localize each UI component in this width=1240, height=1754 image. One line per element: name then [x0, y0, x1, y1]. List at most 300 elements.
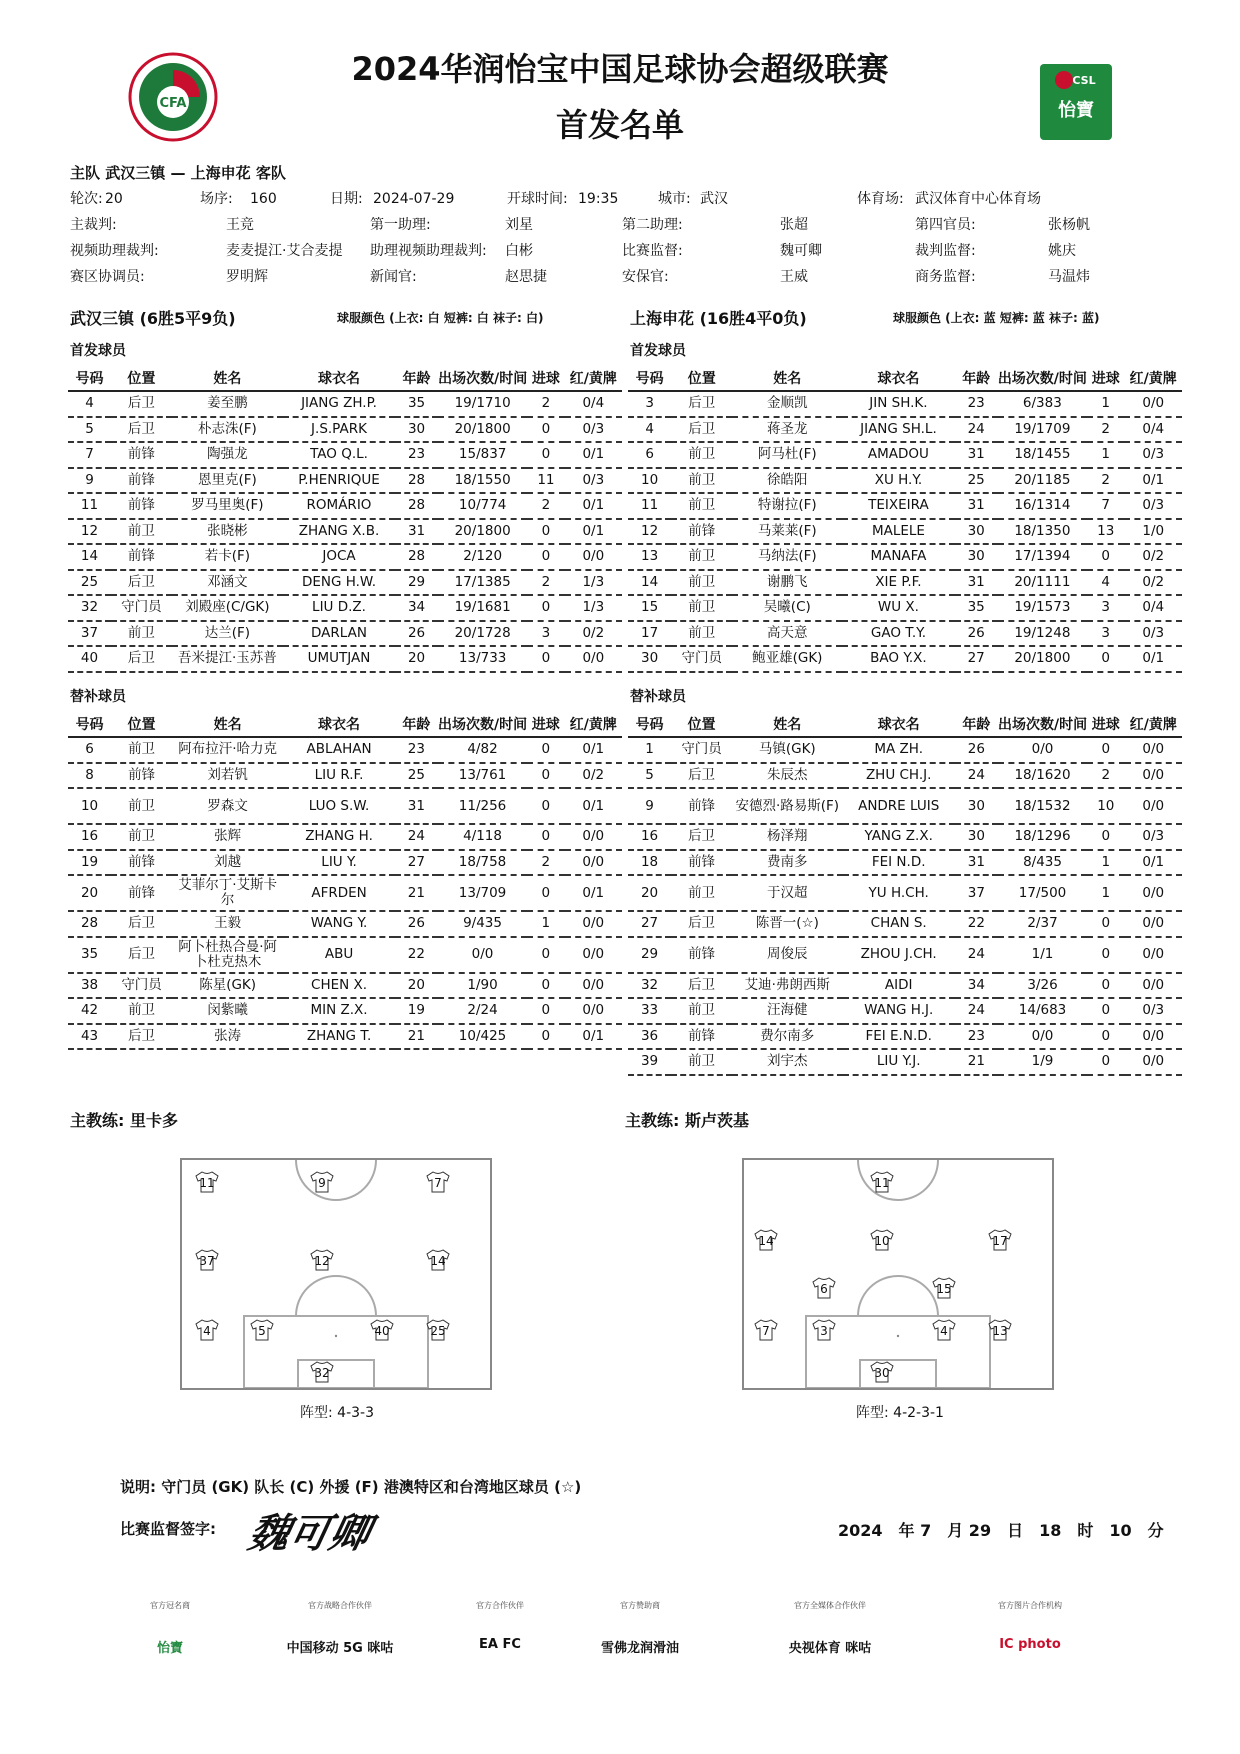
- table-cell: 阿卜杜热合曼·阿卜杜克热木: [172, 937, 283, 973]
- table-cell: 后卫: [671, 417, 732, 443]
- table-cell: 13/761: [438, 763, 527, 789]
- table-row: [628, 417, 1182, 443]
- player-number: 14: [758, 1234, 774, 1248]
- table-cell: 艾菲尔丁·艾斯卡尔: [172, 875, 283, 911]
- sponsor-name: 中国移动 5G 咪咕: [286, 1641, 394, 1656]
- table-cell: 0/2: [1124, 544, 1182, 570]
- away-pitch-lines: [744, 1160, 1052, 1388]
- legend-note: 说明: 守门员 (GK) 队长 (C) 外援 (F) 港澳特区和台湾地区球员 (☆): [120, 1478, 582, 1496]
- away-formation: 阵型: 4-2-3-1: [856, 1405, 944, 1421]
- player-shirt-icon: [250, 1319, 274, 1341]
- player-number: 11: [199, 1176, 215, 1190]
- table-cell: 39: [628, 1049, 671, 1075]
- table-cell: 6: [628, 442, 671, 468]
- column-header: 姓名: [732, 366, 842, 391]
- table-cell: 12: [628, 519, 671, 545]
- table-cell: JIANG SH.L.: [842, 417, 954, 443]
- table-row: [68, 519, 622, 545]
- table-cell: TEIXEIRA: [842, 493, 954, 519]
- table-cell: 0/0: [565, 646, 622, 672]
- away-starters-label: 首发球员: [630, 343, 686, 359]
- table-row: [628, 763, 1182, 789]
- table-cell: DARLAN: [283, 621, 395, 647]
- table-cell: 阿布拉汗·哈力克: [172, 737, 283, 763]
- table-cell: 姜至鹏: [172, 391, 283, 417]
- match-line: 主队 武汉三镇 — 上海申花 客队: [70, 164, 286, 182]
- table-cell: FEI N.D.: [843, 850, 955, 876]
- table-cell: LUO S.W.: [283, 788, 395, 824]
- table-cell: 30: [955, 824, 998, 850]
- table-cell: 18/1550: [438, 468, 527, 494]
- table-cell: 3: [1087, 595, 1125, 621]
- table-cell: 35: [955, 595, 998, 621]
- table-cell: MIN Z.X.: [283, 998, 395, 1024]
- away-subs-label: 替补球员: [630, 689, 686, 705]
- supervisor-signature: 魏可卿: [244, 1510, 375, 1557]
- table-cell: 31: [955, 442, 998, 468]
- table-cell: 19: [395, 998, 438, 1024]
- official-label: 比赛监督:: [622, 243, 683, 259]
- table-cell: 11: [628, 493, 671, 519]
- table-cell: 31: [955, 570, 998, 596]
- table-cell: 8: [68, 763, 111, 789]
- table-cell: 0/3: [1125, 998, 1182, 1024]
- table-row: [68, 621, 622, 647]
- table-cell: 5: [68, 417, 111, 443]
- table-cell: 31: [395, 788, 438, 824]
- svg-text:CFA: CFA: [159, 96, 187, 111]
- table-cell: 0: [1087, 646, 1125, 672]
- table-cell: 2: [527, 570, 564, 596]
- player-number: 11: [874, 1176, 890, 1190]
- home-starters-label: 首发球员: [70, 343, 126, 359]
- info-value: 2024-07-29: [373, 191, 455, 207]
- table-cell: 34: [955, 973, 998, 999]
- sponsor-role: 官方战略合作伙伴: [308, 1601, 372, 1610]
- column-header: 年龄: [955, 712, 998, 737]
- table-cell: 0: [527, 973, 564, 999]
- column-header: 球衣名: [842, 366, 954, 391]
- table-cell: 11: [527, 468, 564, 494]
- table-cell: 0: [1087, 973, 1124, 999]
- table-cell: 邓涵文: [172, 570, 283, 596]
- column-header: 进球: [527, 366, 564, 391]
- official-name: 白彬: [505, 243, 533, 259]
- match-info: [0, 186, 1240, 286]
- away-pitch: [742, 1158, 1054, 1390]
- table-cell: 1: [1087, 442, 1125, 468]
- table-row: [628, 595, 1182, 621]
- column-header: 红/黄牌: [565, 366, 622, 391]
- table-cell: 0: [527, 875, 564, 911]
- table-cell: 30: [955, 544, 998, 570]
- player-shirt-icon: [812, 1319, 836, 1341]
- player-shirt-icon: [195, 1171, 219, 1193]
- table-row: [628, 875, 1182, 911]
- table-cell: 刘若钒: [172, 763, 283, 789]
- table-cell: ABLAHAN: [283, 737, 395, 763]
- table-cell: 谢鹏飞: [732, 570, 842, 596]
- table-cell: TAO Q.L.: [283, 442, 395, 468]
- table-cell: 后卫: [671, 391, 732, 417]
- sponsor-logo: [960, 1600, 1100, 1652]
- player-shirt-icon: [370, 1319, 394, 1341]
- table-cell: 2: [1087, 417, 1125, 443]
- table-cell: 0/3: [1124, 493, 1182, 519]
- table-cell: 2: [1087, 468, 1125, 494]
- player-shirt-icon: [870, 1361, 894, 1383]
- column-header: 位置: [671, 366, 732, 391]
- table-cell: 21: [395, 1024, 438, 1050]
- away-team-name: 上海申花 (16胜4平0负): [630, 309, 807, 328]
- table-cell: WU X.: [842, 595, 954, 621]
- table-cell: ZHANG H.: [283, 824, 395, 850]
- table-cell: 1/3: [565, 570, 622, 596]
- table-cell: 守门员: [111, 973, 172, 999]
- table-cell: 13/709: [438, 875, 527, 911]
- table-cell: 29: [395, 570, 438, 596]
- table-cell: 0/0: [565, 850, 622, 876]
- official-label: 赛区协调员:: [70, 269, 145, 285]
- table-cell: 19/1709: [998, 417, 1087, 443]
- table-cell: XU H.Y.: [842, 468, 954, 494]
- table-cell: 16/1314: [998, 493, 1087, 519]
- table-cell: 38: [68, 973, 111, 999]
- table-cell: 后卫: [671, 911, 732, 937]
- table-cell: 24: [955, 763, 998, 789]
- table-cell: 27: [628, 911, 671, 937]
- table-cell: ZHANG T.: [283, 1024, 395, 1050]
- table-cell: 18/1532: [998, 788, 1087, 824]
- table-row: [68, 493, 622, 519]
- table-cell: MANAFA: [842, 544, 954, 570]
- info-label: 轮次:: [70, 191, 103, 207]
- table-cell: 30: [395, 417, 438, 443]
- table-cell: 0/1: [565, 788, 622, 824]
- player-shirt-icon: [195, 1249, 219, 1271]
- info-value: 武汉体育中心体育场: [915, 191, 1041, 207]
- sponsor-logo: [570, 1600, 710, 1656]
- sponsor-name: 雪佛龙润滑油: [600, 1641, 679, 1656]
- table-cell: 14: [628, 570, 671, 596]
- table-row: [68, 763, 622, 789]
- table-cell: WANG H.J.: [843, 998, 955, 1024]
- table-cell: 18: [628, 850, 671, 876]
- official-name: 王威: [780, 269, 808, 285]
- player-shirt-icon: [988, 1229, 1012, 1251]
- table-cell: 13/733: [438, 646, 527, 672]
- table-cell: 31: [955, 850, 998, 876]
- table-cell: LIU R.F.: [283, 763, 395, 789]
- table-cell: 6: [68, 737, 111, 763]
- table-cell: 后卫: [111, 937, 172, 973]
- player-shirt-icon: [426, 1319, 450, 1341]
- table-cell: 0/0: [1125, 1024, 1182, 1050]
- table-cell: 0/0: [565, 973, 622, 999]
- table-cell: 9: [68, 468, 111, 494]
- table-cell: 后卫: [671, 824, 732, 850]
- sponsor-logo: [270, 1600, 410, 1656]
- table-row: [68, 544, 622, 570]
- official-label: 新闻官:: [370, 269, 417, 285]
- column-header: 年龄: [955, 366, 998, 391]
- table-cell: 24: [955, 417, 998, 443]
- table-cell: CHAN S.: [843, 911, 955, 937]
- table-cell: 17/1385: [438, 570, 527, 596]
- table-row: [68, 646, 622, 672]
- table-cell: 32: [68, 595, 111, 621]
- table-cell: 前卫: [671, 1049, 732, 1075]
- table-row: [68, 937, 622, 973]
- table-cell: 17: [628, 621, 671, 647]
- table-cell: 0/0: [565, 824, 622, 850]
- table-cell: 0/0: [1125, 875, 1182, 911]
- player-shirt-icon: [310, 1171, 334, 1193]
- table-cell: 0: [1087, 737, 1124, 763]
- table-row: [68, 442, 622, 468]
- table-cell: 刘殿座(C/GK): [172, 595, 283, 621]
- info-value: 160: [250, 191, 277, 207]
- official-label: 助理视频助理裁判:: [370, 243, 487, 259]
- table-cell: 0: [527, 824, 564, 850]
- table-cell: 20: [395, 973, 438, 999]
- table-cell: 杨泽翔: [732, 824, 843, 850]
- table-row: [628, 442, 1182, 468]
- table-cell: 22: [955, 911, 998, 937]
- home-team-name: 武汉三镇 (6胜5平9负): [70, 309, 236, 328]
- info-value: 19:35: [578, 191, 619, 207]
- info-label: 城市:: [658, 191, 691, 207]
- table-cell: 朴志洙(F): [172, 417, 283, 443]
- official-label: 安保官:: [622, 269, 669, 285]
- table-cell: 前卫: [111, 998, 172, 1024]
- table-cell: 刘越: [172, 850, 283, 876]
- table-cell: 20: [68, 875, 111, 911]
- table-cell: 26: [395, 911, 438, 937]
- table-cell: 1: [628, 737, 671, 763]
- table-cell: 前锋: [671, 519, 732, 545]
- table-header-row: [628, 712, 1182, 737]
- sponsor-name: 央视体育 咪咕: [788, 1641, 872, 1656]
- table-cell: 20/1800: [438, 519, 527, 545]
- table-cell: 周俊辰: [732, 937, 843, 973]
- table-cell: 9: [628, 788, 671, 824]
- table-cell: 汪海健: [732, 998, 843, 1024]
- home-kit-colors: 球服颜色 (上衣: 白 短裤: 白 袜子: 白): [337, 311, 544, 325]
- table-cell: 20/1728: [438, 621, 527, 647]
- table-cell: 1: [1087, 875, 1124, 911]
- table-cell: 4: [628, 417, 671, 443]
- table-row: [628, 468, 1182, 494]
- table-cell: 19/1248: [998, 621, 1087, 647]
- table-cell: 30: [955, 788, 998, 824]
- column-header: 年龄: [395, 366, 438, 391]
- table-cell: JOCA: [283, 544, 395, 570]
- table-cell: 前卫: [671, 621, 732, 647]
- table-cell: 鲍亚雄(GK): [732, 646, 842, 672]
- table-cell: 1: [1087, 391, 1125, 417]
- table-cell: 后卫: [671, 763, 732, 789]
- table-row: [68, 911, 622, 937]
- table-cell: 26: [955, 621, 998, 647]
- column-header: 球衣名: [843, 712, 955, 737]
- sponsor-role: 官方合作伙伴: [476, 1601, 524, 1610]
- table-cell: 25: [395, 763, 438, 789]
- home-pitch: [180, 1158, 492, 1390]
- player-shirt-icon: [988, 1319, 1012, 1341]
- table-cell: 20/1185: [998, 468, 1087, 494]
- table-cell: 0: [527, 1024, 564, 1050]
- table-cell: 前卫: [671, 998, 732, 1024]
- table-cell: 前锋: [111, 763, 172, 789]
- table-cell: 3: [628, 391, 671, 417]
- table-cell: 0/0: [998, 1024, 1087, 1050]
- column-header: 红/黄牌: [565, 712, 622, 737]
- table-cell: 0: [527, 519, 564, 545]
- table-cell: 朱辰杰: [732, 763, 843, 789]
- table-cell: 2: [1087, 763, 1124, 789]
- table-cell: 18/1455: [998, 442, 1087, 468]
- svg-text:怡寶: 怡寶: [1058, 100, 1094, 121]
- table-cell: BAO Y.X.: [842, 646, 954, 672]
- sponsor-role: 官方图片合作机构: [998, 1601, 1062, 1610]
- table-cell: 10/425: [438, 1024, 527, 1050]
- player-shirt-icon: [812, 1277, 836, 1299]
- column-header: 出场次数/时间: [998, 712, 1087, 737]
- table-cell: 吾米提江·玉苏普: [172, 646, 283, 672]
- table-cell: 27: [395, 850, 438, 876]
- table-cell: 0/0: [1125, 763, 1182, 789]
- table-cell: 达兰(F): [172, 621, 283, 647]
- table-cell: 3: [1087, 621, 1125, 647]
- table-cell: 前卫: [671, 570, 732, 596]
- table-cell: 16: [68, 824, 111, 850]
- table-cell: 28: [395, 493, 438, 519]
- table-cell: 0/3: [1125, 824, 1182, 850]
- table-cell: 闵紫曦: [172, 998, 283, 1024]
- table-cell: 0/3: [1124, 621, 1182, 647]
- info-label: 日期:: [330, 191, 363, 207]
- official-name: 麦麦提江·艾合麦提: [226, 243, 343, 259]
- table-cell: 吴曦(C): [732, 595, 842, 621]
- table-cell: 前锋: [111, 493, 172, 519]
- table-cell: 25: [955, 468, 998, 494]
- player-shirt-icon: [754, 1319, 778, 1341]
- table-row: [68, 998, 622, 1024]
- table-cell: 1/9: [998, 1049, 1087, 1075]
- table-cell: 19: [68, 850, 111, 876]
- page-title: 2024华润怡宝中国足球协会超级联赛: [351, 50, 889, 88]
- table-cell: 0: [1087, 937, 1124, 973]
- table-cell: 0/0: [565, 544, 622, 570]
- table-cell: ZHOU J.CH.: [843, 937, 955, 973]
- official-name: 魏可卿: [780, 243, 822, 259]
- table-cell: 0/1: [1125, 850, 1182, 876]
- column-header: 号码: [628, 712, 671, 737]
- table-cell: 陈星(GK): [172, 973, 283, 999]
- table-cell: ZHANG X.B.: [283, 519, 395, 545]
- table-cell: 3/26: [998, 973, 1087, 999]
- player-number: 12: [314, 1254, 330, 1268]
- table-cell: LIU D.Z.: [283, 595, 395, 621]
- player-number: 13: [992, 1324, 1008, 1338]
- table-cell: 前锋: [111, 544, 172, 570]
- table-row: [68, 417, 622, 443]
- official-name: 张杨帆: [1048, 217, 1090, 233]
- table-cell: 0/1: [565, 1024, 622, 1050]
- sponsor-logo: [760, 1600, 900, 1656]
- table-cell: 1/90: [438, 973, 527, 999]
- table-cell: 21: [395, 875, 438, 911]
- sponsor-name: EA FC: [479, 1637, 521, 1652]
- table-cell: 35: [68, 937, 111, 973]
- player-number: 5: [258, 1324, 266, 1338]
- player-number: 17: [992, 1234, 1008, 1248]
- column-header: 年龄: [395, 712, 438, 737]
- table-cell: 前锋: [671, 1024, 732, 1050]
- table-row: [628, 570, 1182, 596]
- table-cell: 刘宇杰: [732, 1049, 843, 1075]
- table-row: [68, 850, 622, 876]
- player-shirt-icon: [932, 1277, 956, 1299]
- table-row: [68, 875, 622, 911]
- table-cell: 10/774: [438, 493, 527, 519]
- table-cell: 37: [68, 621, 111, 647]
- table-cell: MA ZH.: [843, 737, 955, 763]
- table-cell: 12: [68, 519, 111, 545]
- table-cell: 守门员: [671, 646, 732, 672]
- table-cell: 后卫: [671, 973, 732, 999]
- table-cell: 23: [955, 391, 998, 417]
- table-cell: 23: [955, 1024, 998, 1050]
- table-cell: 0/3: [565, 417, 622, 443]
- table-cell: 0/1: [565, 519, 622, 545]
- official-label: 裁判监督:: [915, 243, 976, 259]
- table-cell: CHEN X.: [283, 973, 395, 999]
- table-row: [68, 595, 622, 621]
- table-cell: 23: [395, 442, 438, 468]
- table-cell: 9/435: [438, 911, 527, 937]
- table-cell: 前卫: [111, 737, 172, 763]
- info-label: 开球时间:: [507, 191, 568, 207]
- table-cell: 后卫: [111, 391, 172, 417]
- table-cell: 0/3: [565, 468, 622, 494]
- table-cell: GAO T.Y.: [842, 621, 954, 647]
- table-cell: 恩里克(F): [172, 468, 283, 494]
- table-cell: 18/1350: [998, 519, 1087, 545]
- table-cell: 27: [955, 646, 998, 672]
- away-coach: 主教练: 斯卢茨基: [625, 1111, 749, 1130]
- table-cell: 4/82: [438, 737, 527, 763]
- official-label: 视频助理裁判:: [70, 243, 159, 259]
- table-cell: 0/4: [565, 391, 622, 417]
- table-cell: 0/0: [438, 937, 527, 973]
- table-header-row: [628, 366, 1182, 391]
- player-number: 14: [430, 1254, 446, 1268]
- table-cell: 0: [527, 646, 564, 672]
- player-shirt-icon: [754, 1229, 778, 1251]
- table-cell: 22: [395, 937, 438, 973]
- table-cell: 0: [527, 937, 564, 973]
- table-cell: 3: [527, 621, 564, 647]
- official-label: 第二助理:: [622, 217, 683, 233]
- table-cell: ZHU CH.J.: [843, 763, 955, 789]
- player-number: 32: [314, 1366, 330, 1380]
- column-header: 红/黄牌: [1125, 712, 1182, 737]
- table-cell: 后卫: [111, 646, 172, 672]
- table-cell: 0: [527, 417, 564, 443]
- official-name: 罗明辉: [226, 269, 268, 285]
